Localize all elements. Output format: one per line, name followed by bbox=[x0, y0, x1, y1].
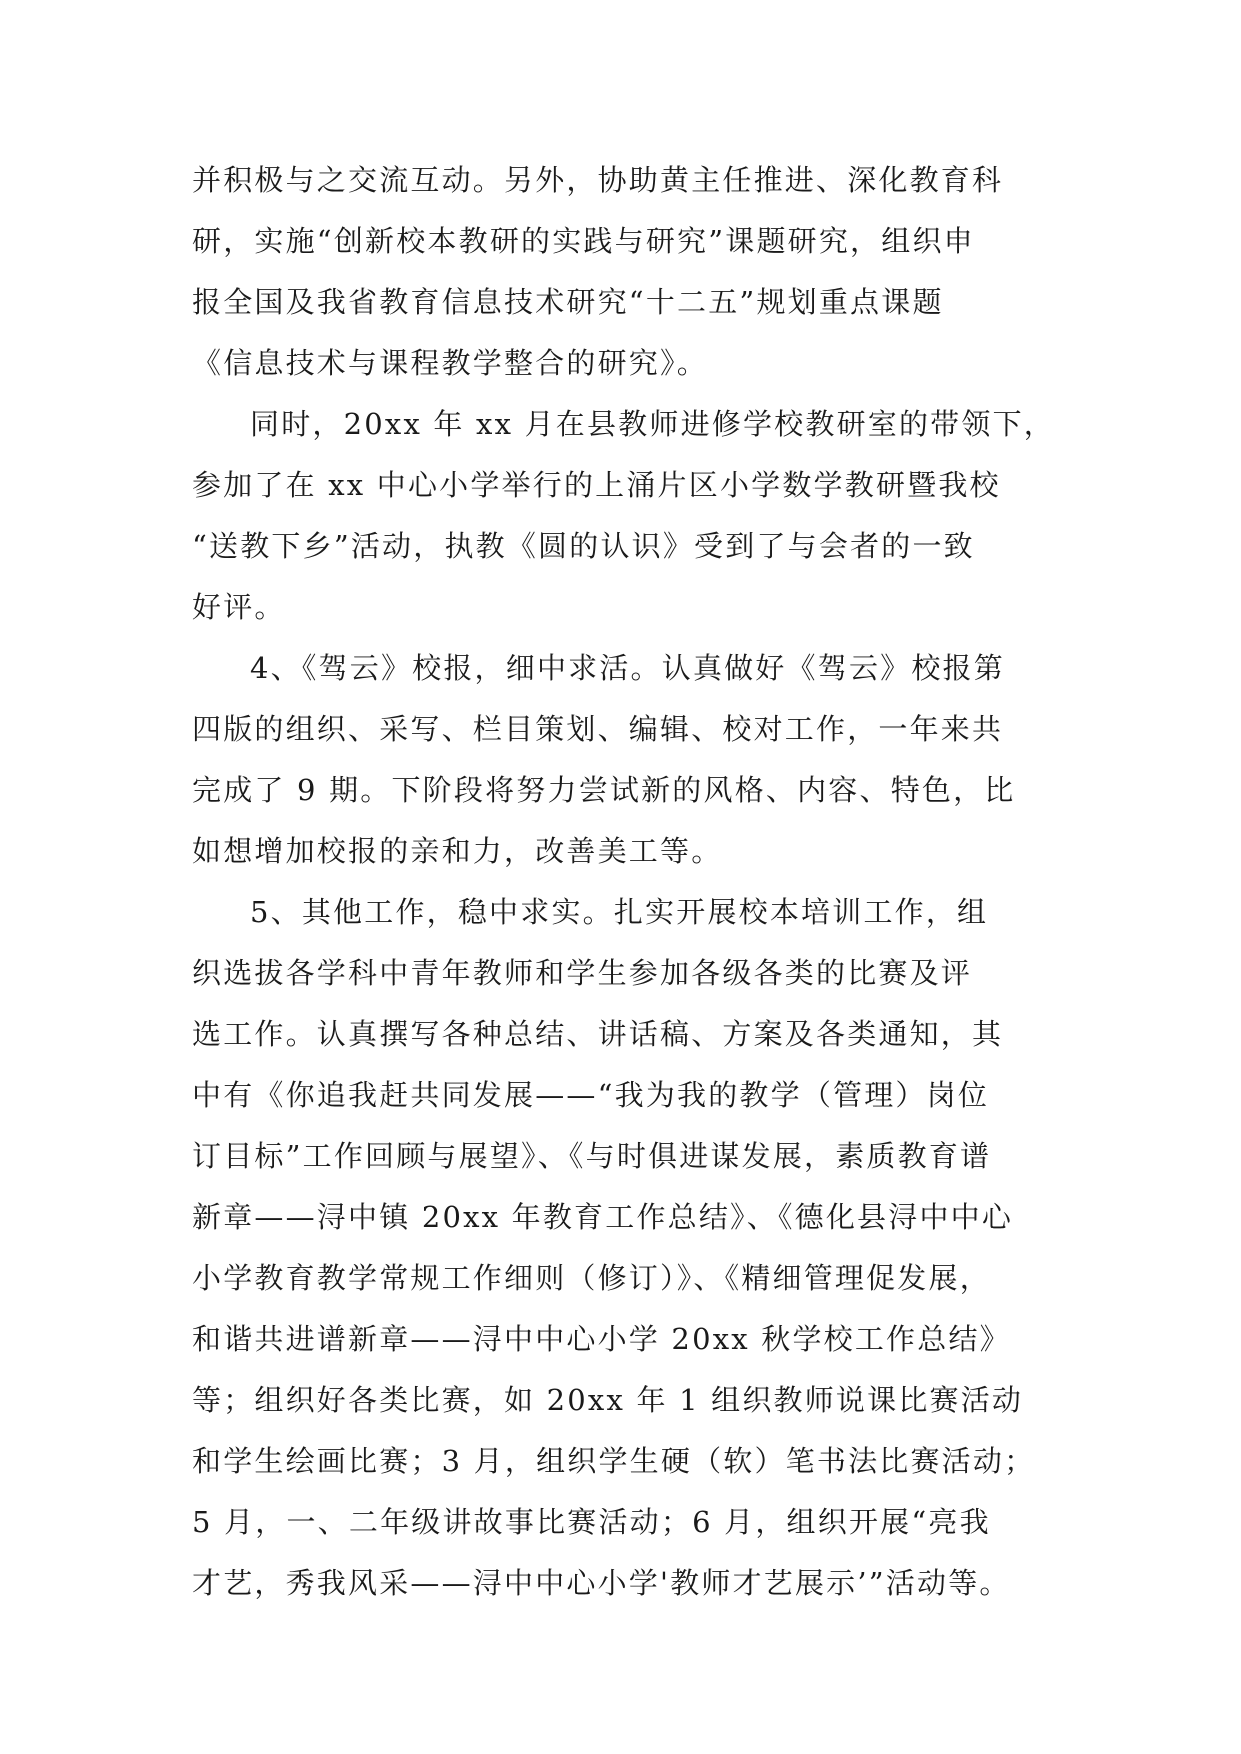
text-line: 和谐共进谱新章——浔中中心小学 20xx 秋学校工作总结》 bbox=[192, 1322, 1011, 1356]
text-line: 参加了在 xx 中心小学举行的上涌片区小学数学教研暨我校 bbox=[192, 468, 1001, 502]
text-line: 研，实施“创新校本教研的实践与研究”课题研究，组织申 bbox=[192, 224, 975, 258]
paragraph-first-line: 同时，20xx 年 xx 月在县教师进修学校教研室的带领下， bbox=[250, 407, 1055, 441]
text-line: 小学教育教学常规工作细则（修订）》、《精细管理促发展， bbox=[192, 1261, 991, 1295]
paragraph-first-line: 5、其他工作，稳中求实。扎实开展校本培训工作，组 bbox=[250, 895, 989, 929]
paragraph-first-line: 4、《驾云》校报，细中求活。认真做好《驾云》校报第 bbox=[250, 651, 1005, 685]
text-line: 并积极与之交流互动。另外，协助黄主任推进、深化教育科 bbox=[192, 163, 1004, 197]
text-line: 新章——浔中镇 20xx 年教育工作总结》、《德化县浔中中心 bbox=[192, 1200, 1014, 1234]
text-line: 5 月，一、二年级讲故事比赛活动；6 月，组织开展“亮我 bbox=[192, 1505, 991, 1539]
text-line: 好评。 bbox=[192, 590, 286, 624]
text-line: 中有《你追我赶共同发展——“我为我的教学（管理）岗位 bbox=[192, 1078, 990, 1112]
text-line: 和学生绘画比赛；3 月，组织学生硬（软）笔书法比赛活动； bbox=[192, 1444, 1036, 1478]
text-line: 完成了 9 期。下阶段将努力尝试新的风格、内容、特色，比 bbox=[192, 773, 1016, 807]
text-line: 才艺，秀我风采——浔中中心小学'教师才艺展示’”活动等。 bbox=[192, 1566, 1011, 1600]
text-line: 等；组织好各类比赛，如 20xx 年 1 组织教师说课比赛活动 bbox=[192, 1383, 1024, 1417]
text-line: 《信息技术与课程教学整合的研究》。 bbox=[192, 346, 708, 380]
text-line: 织选拔各学科中青年教师和学生参加各级各类的比赛及评 bbox=[192, 956, 973, 990]
text-line: 报全国及我省教育信息技术研究“十二五”规划重点课题 bbox=[192, 285, 944, 319]
text-line: 四版的组织、采写、栏目策划、编辑、校对工作，一年来共 bbox=[192, 712, 1004, 746]
text-line: 选工作。认真撰写各种总结、讲话稿、方案及各类通知，其 bbox=[192, 1017, 1004, 1051]
body-text bbox=[192, 150, 1062, 1614]
text-line: 如想增加校报的亲和力，改善美工等。 bbox=[192, 834, 723, 868]
text-line: 订目标”工作回顾与展望》、《与时俱进谋发展，素质教育谱 bbox=[192, 1139, 992, 1173]
text-line: “送教下乡”活动，执教《圆的认识》受到了与会者的一致 bbox=[192, 529, 975, 563]
